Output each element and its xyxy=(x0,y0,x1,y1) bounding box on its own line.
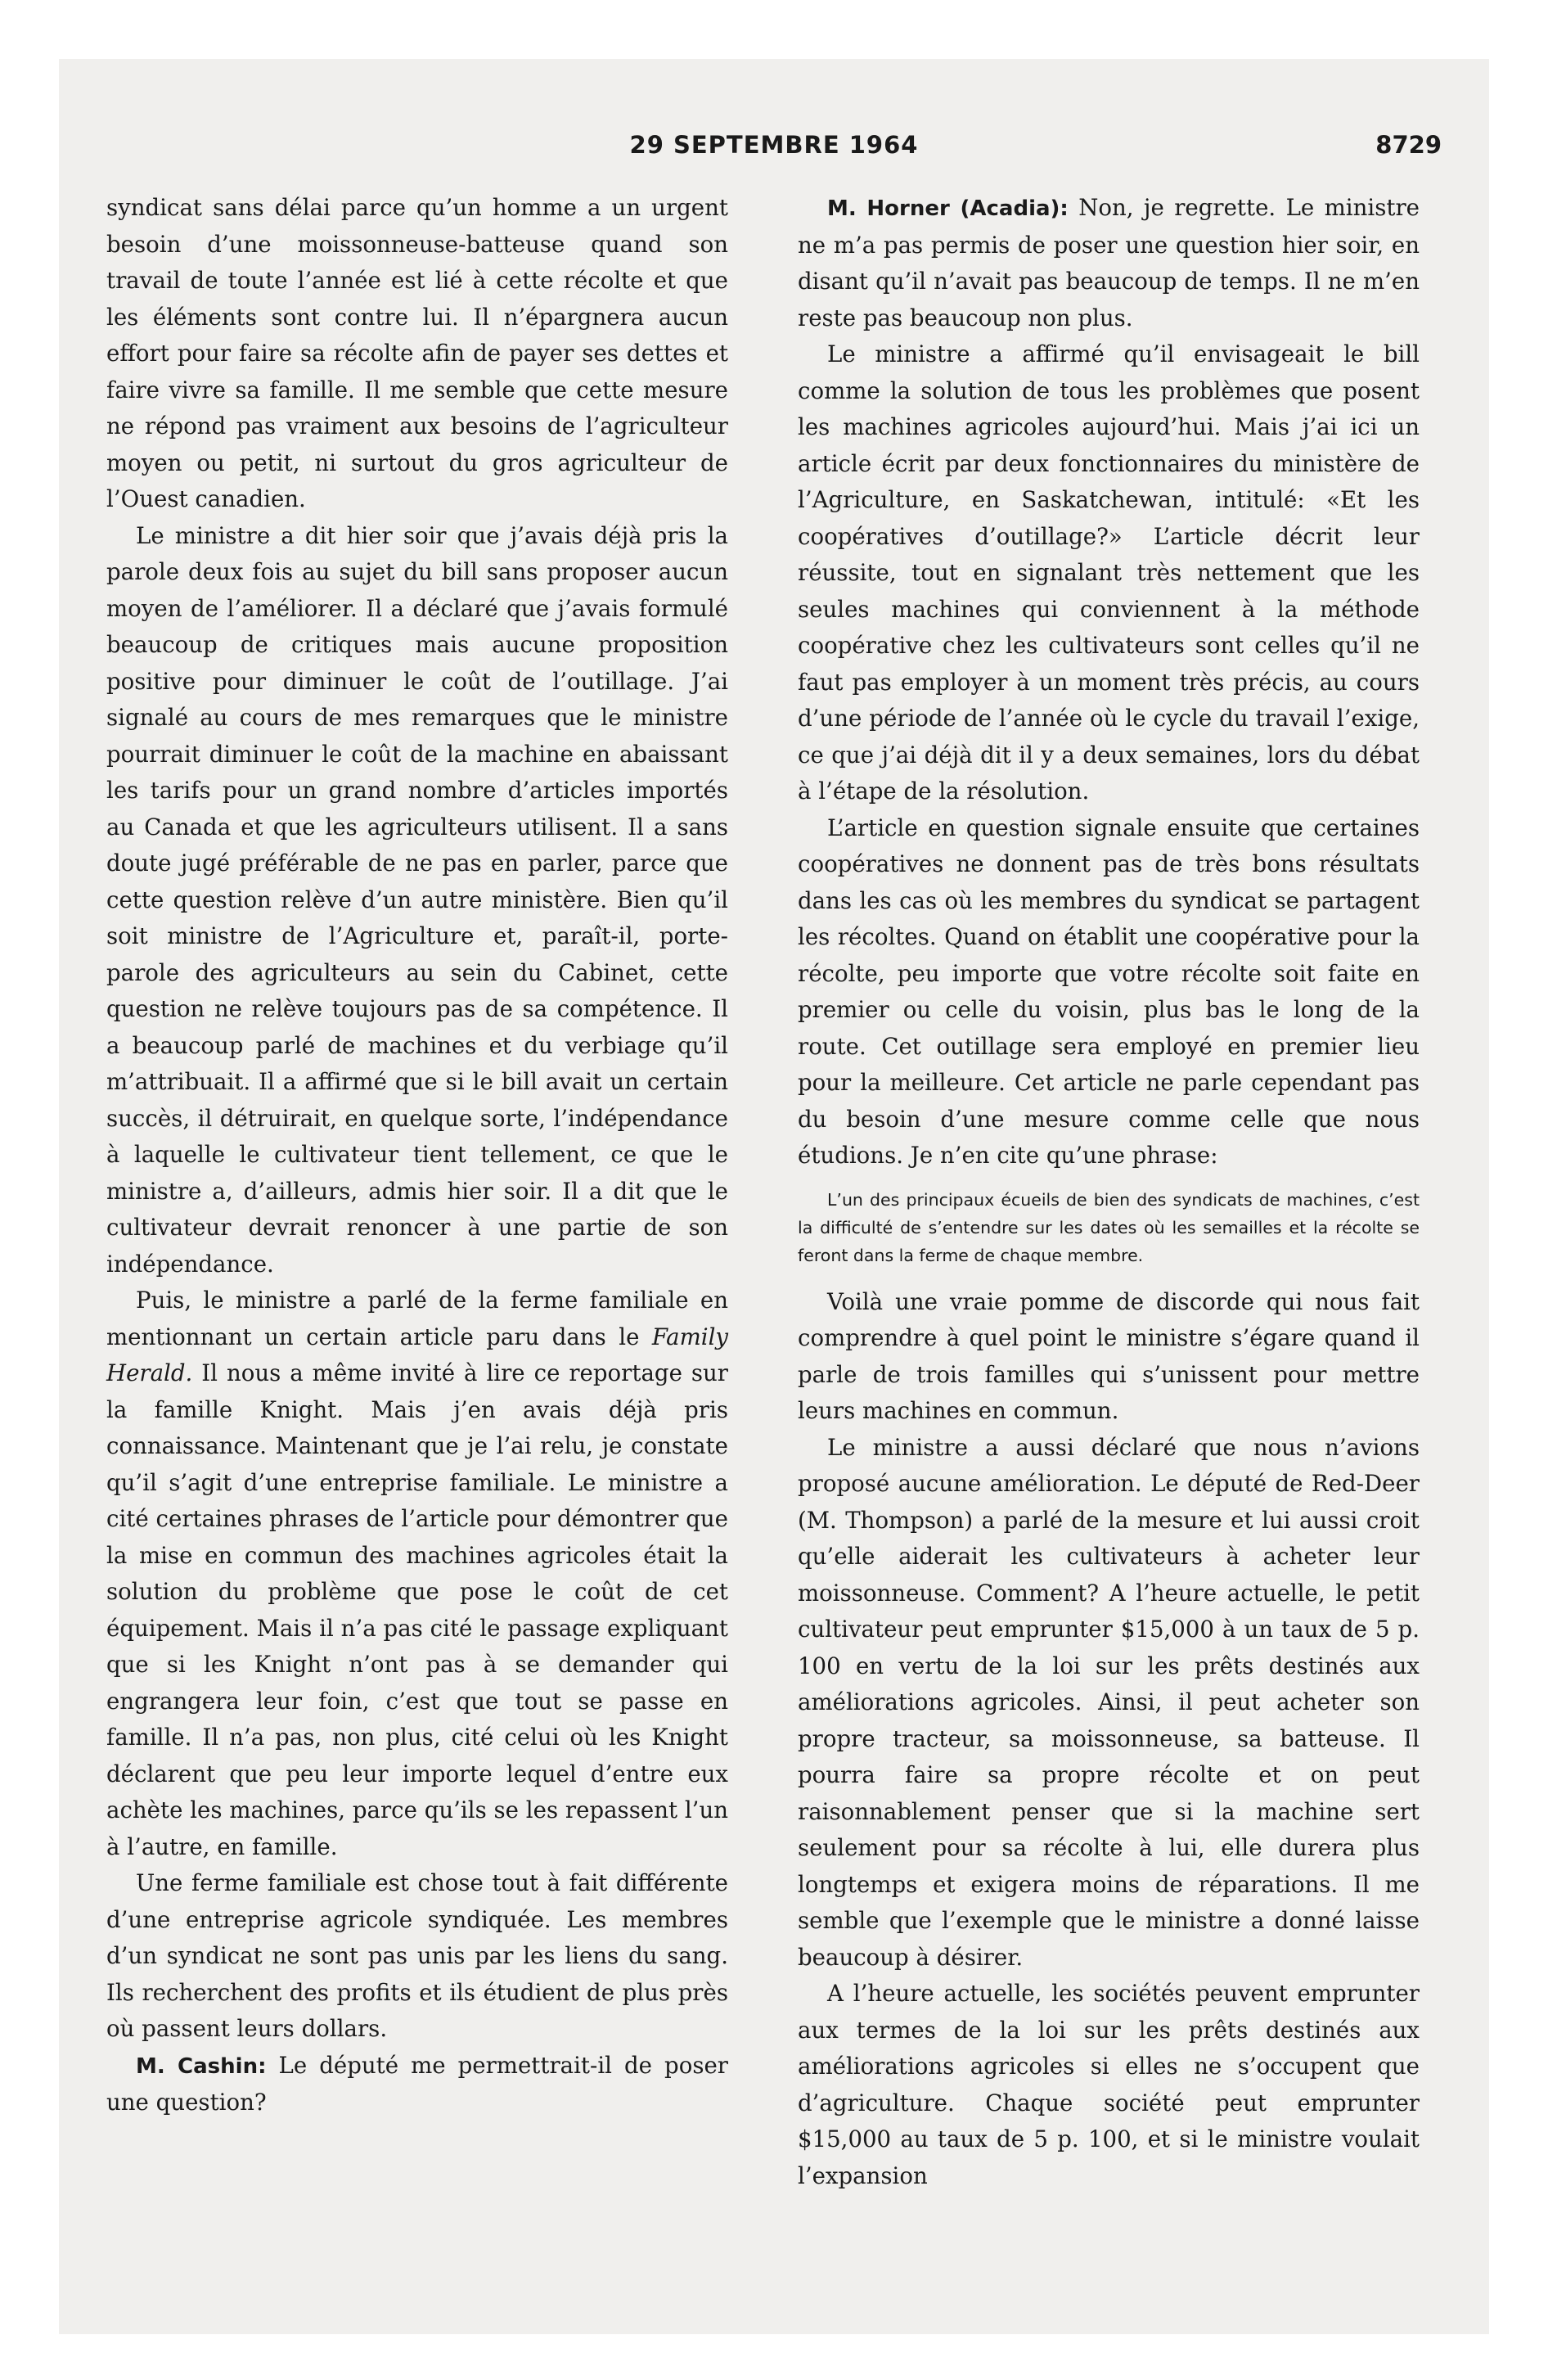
paragraph: Une ferme familiale est chose tout à fait différente d’une entreprise agricole syndiquée. Les membres d’un syndicat ne sont pas unis par les liens du sang. Ils recherchent des profits et ils étudient de plus près où passent leurs dollars. xyxy=(106,1869,728,2042)
publication-title: Family Herald. xyxy=(106,1323,728,1386)
right-column xyxy=(798,190,1420,2194)
speaker-name: M. Cashin: xyxy=(136,2053,267,2079)
paragraph: A l’heure actuelle, les sociétés peuvent emprunter aux termes de la loi sur les prêts destinés aux améliorations agricoles si elles ne s’occupent que d’agriculture. Chaque société peut emprunter $15,000 au taux de 5 p. 100, et si le ministre voulait l’expansion xyxy=(798,1980,1420,2189)
paragraph xyxy=(106,1282,728,1865)
page-header xyxy=(59,131,1489,172)
paragraph: Le ministre a affirmé qu’il envisageait le bill comme la solution de tous les problèmes que posent les machines agricoles aujourd’hui. Mais j’ai ici un article écrit par deux fonctionnaires du ministère de l’Agriculture, en Saskatchewan, intitulé: «Et les coopératives d’outillage?» L’article décrit leur réussite, tout en signalant très nettement que les seules machines qui conviennent à la méthode coopérative chez les cultivateurs sont celles qu’il ne faut pas employer à un moment très précis, au cours d’une période de l’année où le cycle du travail l’exige, ce que j’ai déjà dit il y a deux semaines, lors du débat à l’étape de la résolution. xyxy=(798,340,1420,805)
speech-text: Le député me permettrait-il de poser une question? xyxy=(106,2051,729,2116)
speech-paragraph xyxy=(798,190,1420,336)
speech-paragraph xyxy=(106,2048,728,2121)
paragraph: Voilà une vraie pomme de discorde qui nous fait comprendre à quel point le ministre s’égare quand il parle de trois familles qui s’unissent pour mettre leurs machines en commun. xyxy=(798,1287,1420,1424)
page-number: 8729 xyxy=(1375,131,1442,159)
speaker-name: M. Horner (Acadia): xyxy=(827,196,1069,221)
paragraph-text: Puis, le ministre a parlé de la ferme familiale en mentionnant un certain article paru dans le xyxy=(106,1287,728,1350)
paragraph-text: Il nous a même invité à lire ce reportage sur la famille Knight. Mais j’en avais déjà pris connaissance. Maintenant que je l’ai relu, je constate qu’il s’agit d’une entreprise familiale. Le ministre a cité certaines phrases de l’article pour démontrer que la mise en commun des machines agricoles était la solution du problème que pose le coût de cet équipement. Mais il n’a pas cité le passage expliquant que si les Knight n’ont pas à se demander qui engrangera leur foin, c’est que tout se passe en famille. Il n’a pas, non plus, cité celui où les Knight déclarent que peu leur importe lequel d’entre eux achète les machines, parce qu’ils se les repassent l’un à l’autre, en famille. xyxy=(106,1359,728,1860)
paragraph: Le ministre a dit hier soir que j’avais déjà pris la parole deux fois au sujet du bill sans proposer aucun moyen de l’améliorer. Il a déclaré que j’avais formulé beaucoup de critiques mais aucune proposition positive pour diminuer le coût de l’outillage. J’ai signalé au cours de mes remarques que le ministre pourrait diminuer le coût de la machine en abaissant les tarifs pour un grand nombre d’articles importés au Canada et que les agriculteurs utilisent. Il a sans doute jugé préférable de ne pas en parler, parce que cette question relève d’un autre ministère. Bien qu’il soit ministre de l’Agriculture et, paraît-il, porte-parole des agriculteurs au sein du Cabinet, cette question ne relève toujours pas de sa compétence. Il a beaucoup parlé de machines et du verbiage qu’il m’attribuait. Il a affirmé que si le bill avait un certain succès, il détruirait, en quelque sorte, l’indépendance à laquelle le cultivateur tient tellement, ce que le ministre a, d’ailleurs, admis hier soir. Il a dit que le cultivateur devrait renoncer à une partie de son indépendance. xyxy=(106,521,728,1278)
left-column xyxy=(106,190,728,2121)
paragraph: L’article en question signale ensuite que certaines coopératives ne donnent pas de très bons résultats dans les cas où les membres du syndicat se partagent les récoltes. Quand on établit une coopérative pour la récolte, peu importe que votre récolte soit faite en premier ou celle du voisin, plus bas le long de la route. Cet outillage sera employé en premier lieu pour la meilleure. Cet article ne parle cependant pas du besoin d’une mesure comme celle que nous étudions. Je n’en cite qu’une phrase: xyxy=(798,814,1420,1169)
speech-text: Non, je regrette. Le ministre ne m’a pas permis de poser une question hier soir, en disant qu’il n’avait pas beaucoup de temps. Il ne m’en reste pas beaucoup non plus. xyxy=(798,194,1420,331)
paragraph: Le ministre a aussi déclaré que nous n’avions proposé aucune amélioration. Le député de Red-Deer (M. Thompson) a parlé de la mesure et lui aussi croit qu’elle aiderait les cultivateurs à acheter leur moissonneuse. Comment? A l’heure actuelle, le petit cultivateur peut emprunter $15,000 à un taux de 5 p. 100 en vertu de la loi sur les prêts destinés aux améliorations agricoles. Ainsi, il peut acheter son propre tracteur, sa moissonneuse, sa batteuse. Il pourra faire sa propre récolte et on peut raisonnablement penser que si la machine sert seulement pour sa récolte à lui, elle durera plus longtemps et exigera moins de réparations. Il me semble que l’exemple que le ministre a donné laisse beaucoup à désirer. xyxy=(798,1433,1420,1971)
header-date: 29 SEPTEMBRE 1964 xyxy=(629,131,919,159)
paragraph: syndicat sans délai parce qu’un homme a un urgent besoin d’une moissonneuse-batteuse quand son travail de toute l’année est lié à cette récolte et que les éléments sont contre lui. Il n’épargnera aucun effort pour faire sa récolte afin de payer ses dettes et faire vivre sa famille. Il me semble que cette mesure ne répond pas vraiment aux besoins de l’agriculteur moyen ou petit, ni surtout du gros agriculteur de l’Ouest canadien. xyxy=(106,194,728,512)
block-quote: L’un des principaux écueils de bien des syndicats de machines, c’est la difficulté de s’entendre sur les dates où les semailles et la récolte se feront dans la ferme de chaque membre. xyxy=(798,1189,1420,1265)
document-page xyxy=(59,59,1489,2334)
